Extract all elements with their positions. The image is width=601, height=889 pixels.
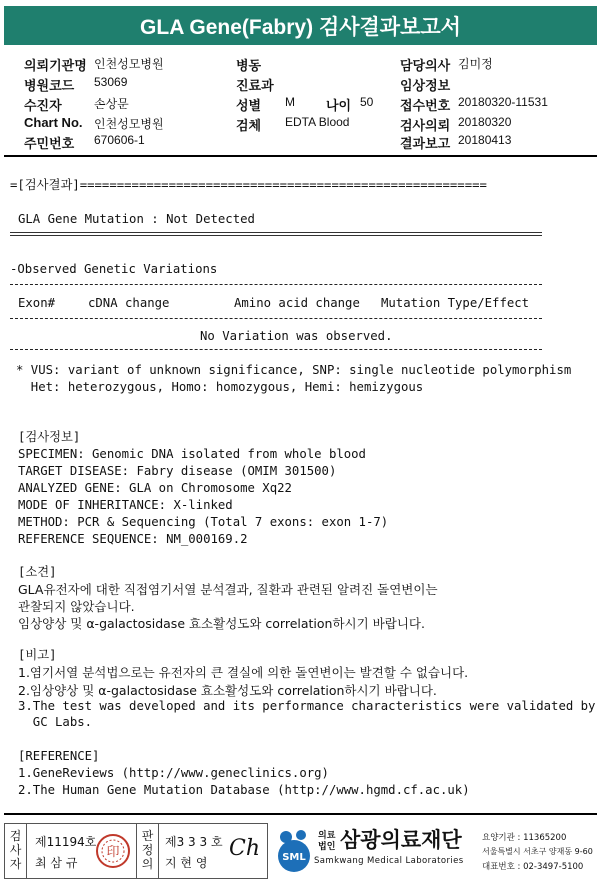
info-label: Chart No.: [24, 115, 83, 130]
seal-stamp-icon: [95, 833, 131, 869]
examiner-cell: [27, 824, 137, 878]
remarks-header: [비고]: [18, 648, 57, 662]
opinion-line: 관찰되지 않았습니다.: [18, 599, 135, 614]
lab-phone: 대표번호 : 02-3497-5100: [482, 862, 584, 872]
reviewer-license: 제3 3 3 호: [165, 835, 223, 849]
info-value: 인천성모병원: [94, 117, 164, 131]
info-value: 20180320: [458, 115, 512, 129]
info-value: M: [285, 95, 295, 109]
abbreviation-note: Het: heterozygous, Homo: homozygous, Hemi: hemizygous: [16, 380, 424, 394]
test-info-line: MODE OF INHERITANCE: X-linked: [18, 498, 233, 512]
test-info-line: REFERENCE SEQUENCE: NM_000169.2: [18, 532, 248, 546]
info-label: 임상정보: [400, 78, 451, 93]
reviewer-name: 지 현 영: [165, 856, 208, 870]
info-label: 주민번호: [24, 136, 75, 151]
divider: [10, 318, 542, 319]
reference-link[interactable]: 2.The Human Gene Mutation Database (http://www.hgmd.cf.ac.uk): [18, 783, 470, 797]
result-header: =[검사결과]=======================================================: [10, 178, 487, 192]
info-label: 나이: [326, 98, 352, 113]
info-value: 20180320-11531: [458, 95, 548, 109]
signature-box: [4, 823, 268, 879]
info-value: EDTA Blood: [285, 115, 350, 129]
info-value: 김미정: [458, 57, 493, 71]
footer-divider: [4, 813, 597, 815]
brand-english-name: Samkwang Medical Laboratories: [314, 856, 464, 866]
lab-address: 서울특별시 서초구 양재동 9-60: [482, 847, 593, 856]
info-value: 50: [360, 95, 374, 109]
reviewer-label-text: 판정의: [141, 829, 154, 871]
info-label: 병동: [236, 58, 262, 73]
info-value: 인천성모병원: [94, 57, 164, 71]
sml-logo-text: SML: [282, 852, 306, 863]
examiner-name: 최 삼 규: [35, 856, 78, 870]
info-value: 손상문: [94, 97, 129, 111]
info-label: 의뢰기관명: [24, 58, 87, 73]
brand-name: 삼광의료재단: [340, 828, 462, 852]
info-label: 성별: [236, 98, 262, 113]
divider: [10, 232, 542, 236]
observed-variations-title: -Observed Genetic Variations: [10, 262, 218, 276]
test-info-line: ANALYZED GENE: GLA on Chromosome Xq22: [18, 481, 292, 495]
column-exon: Exon#: [18, 296, 56, 310]
seal-text: 印: [106, 845, 120, 860]
info-value: 53069: [94, 75, 128, 89]
test-info-header: [검사정보]: [18, 430, 81, 444]
info-label: 결과보고: [400, 136, 451, 151]
test-info-line: SPECIMEN: Genomic DNA isolated from whole blood: [18, 447, 366, 461]
lab-brand: [274, 826, 598, 880]
info-value: 20180413: [458, 133, 512, 147]
examiner-label-text: 검사자: [9, 829, 22, 871]
info-label: 진료과: [236, 78, 274, 93]
brand-prefix-bottom: 법인: [318, 842, 336, 852]
info-label: 병원코드: [24, 78, 75, 93]
test-info-line: TARGET DISEASE: Fabry disease (OMIM 301500): [18, 464, 337, 478]
mutation-result: GLA Gene Mutation : Not Detected: [18, 212, 255, 226]
remarks-line: GC Labs.: [18, 715, 93, 729]
opinion-header: [소견]: [18, 565, 57, 579]
info-label: 접수번호: [400, 98, 451, 113]
examiner-license: 제11194호: [35, 835, 97, 849]
info-label: 수진자: [24, 98, 62, 113]
remarks-line: 3.The test was developed and its performance characteristics were validated by: [18, 699, 596, 713]
test-info-line: METHOD: PCR & Sequencing (Total 7 exons: exon 1-7): [18, 515, 389, 529]
reference-link[interactable]: 1.GeneReviews (http://www.geneclinics.org): [18, 766, 329, 780]
examiner-label: [5, 824, 27, 878]
reviewer-cell: [159, 824, 267, 878]
report-title: GLA Gene(Fabry) 검사결과보고서: [4, 6, 597, 45]
sml-logo-icon: [274, 828, 314, 874]
info-label: 담당의사: [400, 58, 451, 73]
remarks-line: 2.임상양상 및 α-galactosidase 효소활성도와 correlation하시기 바랍니다.: [18, 683, 437, 698]
reviewer-label: [137, 824, 159, 878]
reviewer-signature: Ch: [229, 836, 261, 861]
remarks-line: 1.염기서열 분석법으로는 유전자의 큰 결실에 의한 돌연변이는 발견할 수 없습니다.: [18, 665, 469, 680]
divider: [10, 284, 542, 285]
opinion-line: GLA유전자에 대한 직접염기서열 분석결과, 질환과 관련된 알려진 돌연변이는: [18, 582, 438, 597]
info-value: 670606-1: [94, 133, 145, 147]
brand-prefix-top: 의료: [318, 831, 336, 841]
reference-header: [REFERENCE]: [18, 749, 100, 763]
column-mutation-type: Mutation Type/Effect: [381, 296, 530, 310]
divider: [10, 349, 542, 350]
institution-code: 요양기관 : 11365200: [482, 833, 567, 843]
info-label: 검체: [236, 118, 262, 133]
column-amino: Amino acid change: [234, 296, 360, 310]
no-variation-text: No Variation was observed.: [200, 329, 393, 343]
column-cdna: cDNA change: [88, 296, 170, 310]
header-divider: [4, 155, 597, 157]
abbreviation-note: * VUS: variant of unknown significance, SNP: single nucleotide polymorphism: [16, 363, 572, 377]
opinion-line: 임상양상 및 α-galactosidase 효소활성도와 correlation하시기 바랍니다.: [18, 616, 425, 631]
info-label: 검사의뢰: [400, 118, 451, 133]
